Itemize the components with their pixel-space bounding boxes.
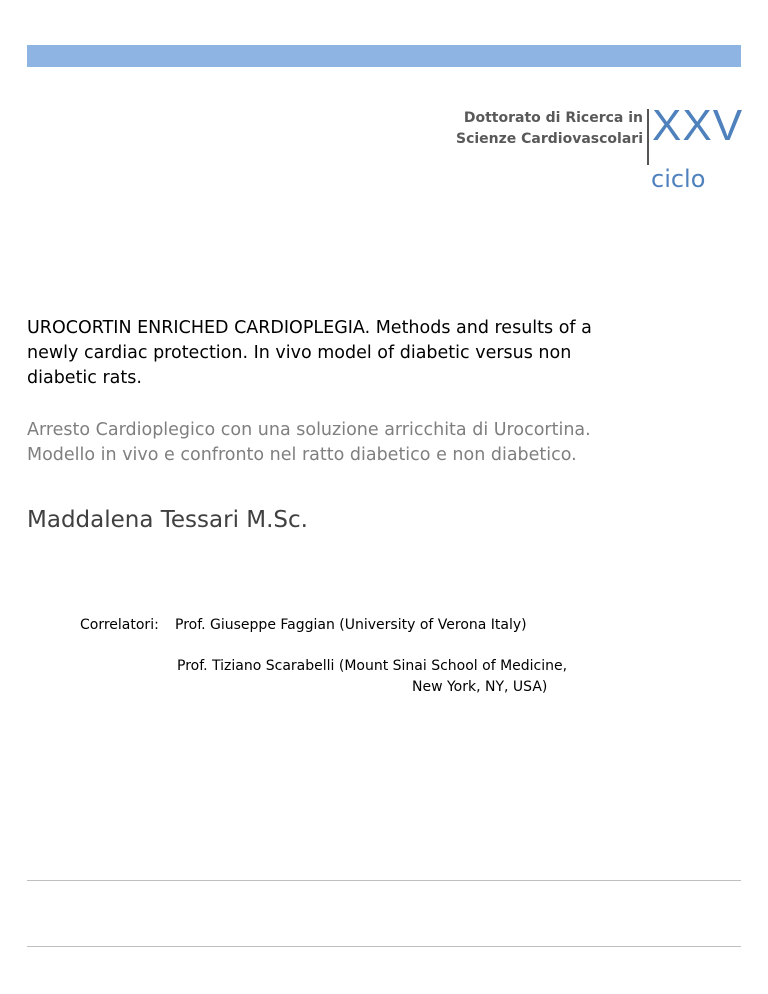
cycle-word: ciclo <box>651 165 706 193</box>
italian-title <box>27 418 727 468</box>
advisor-2-affiliation: New York, NY, USA) <box>412 679 548 695</box>
italian-title-line-1: Arresto Cardioplegico con una soluzione arricchita di Urocortina. <box>27 420 591 440</box>
english-title-line-1: UROCORTIN ENRICHED CARDIOPLEGIA. Methods and results of a <box>27 318 592 338</box>
english-title <box>27 316 707 391</box>
advisor-2: Prof. Tiziano Scarabelli (Mount Sinai School of Medicine, <box>177 658 568 674</box>
footer-rule-top <box>27 880 741 881</box>
program-line-2: Scienze Cardiovascolari <box>456 131 643 147</box>
footer-rule-bottom <box>27 946 741 947</box>
advisors-label: Correlatori: <box>80 617 159 633</box>
advisor-1: Prof. Giuseppe Faggian (University of Verona Italy) <box>175 617 527 633</box>
italian-title-line-2: Modello in vivo e confronto nel ratto diabetico e non diabetico. <box>27 445 577 465</box>
cycle-number: XXV <box>652 101 744 150</box>
program-line-1: Dottorato di Ricerca in <box>463 110 643 126</box>
header-band <box>27 45 741 67</box>
doctoral-program <box>456 108 643 150</box>
english-title-line-2: newly cardiac protection. In vivo model of diabetic versus non <box>27 343 572 363</box>
program-divider <box>647 109 649 165</box>
english-title-line-3: diabetic rats. <box>27 368 142 388</box>
author-name: Maddalena Tessari M.Sc. <box>27 507 308 533</box>
